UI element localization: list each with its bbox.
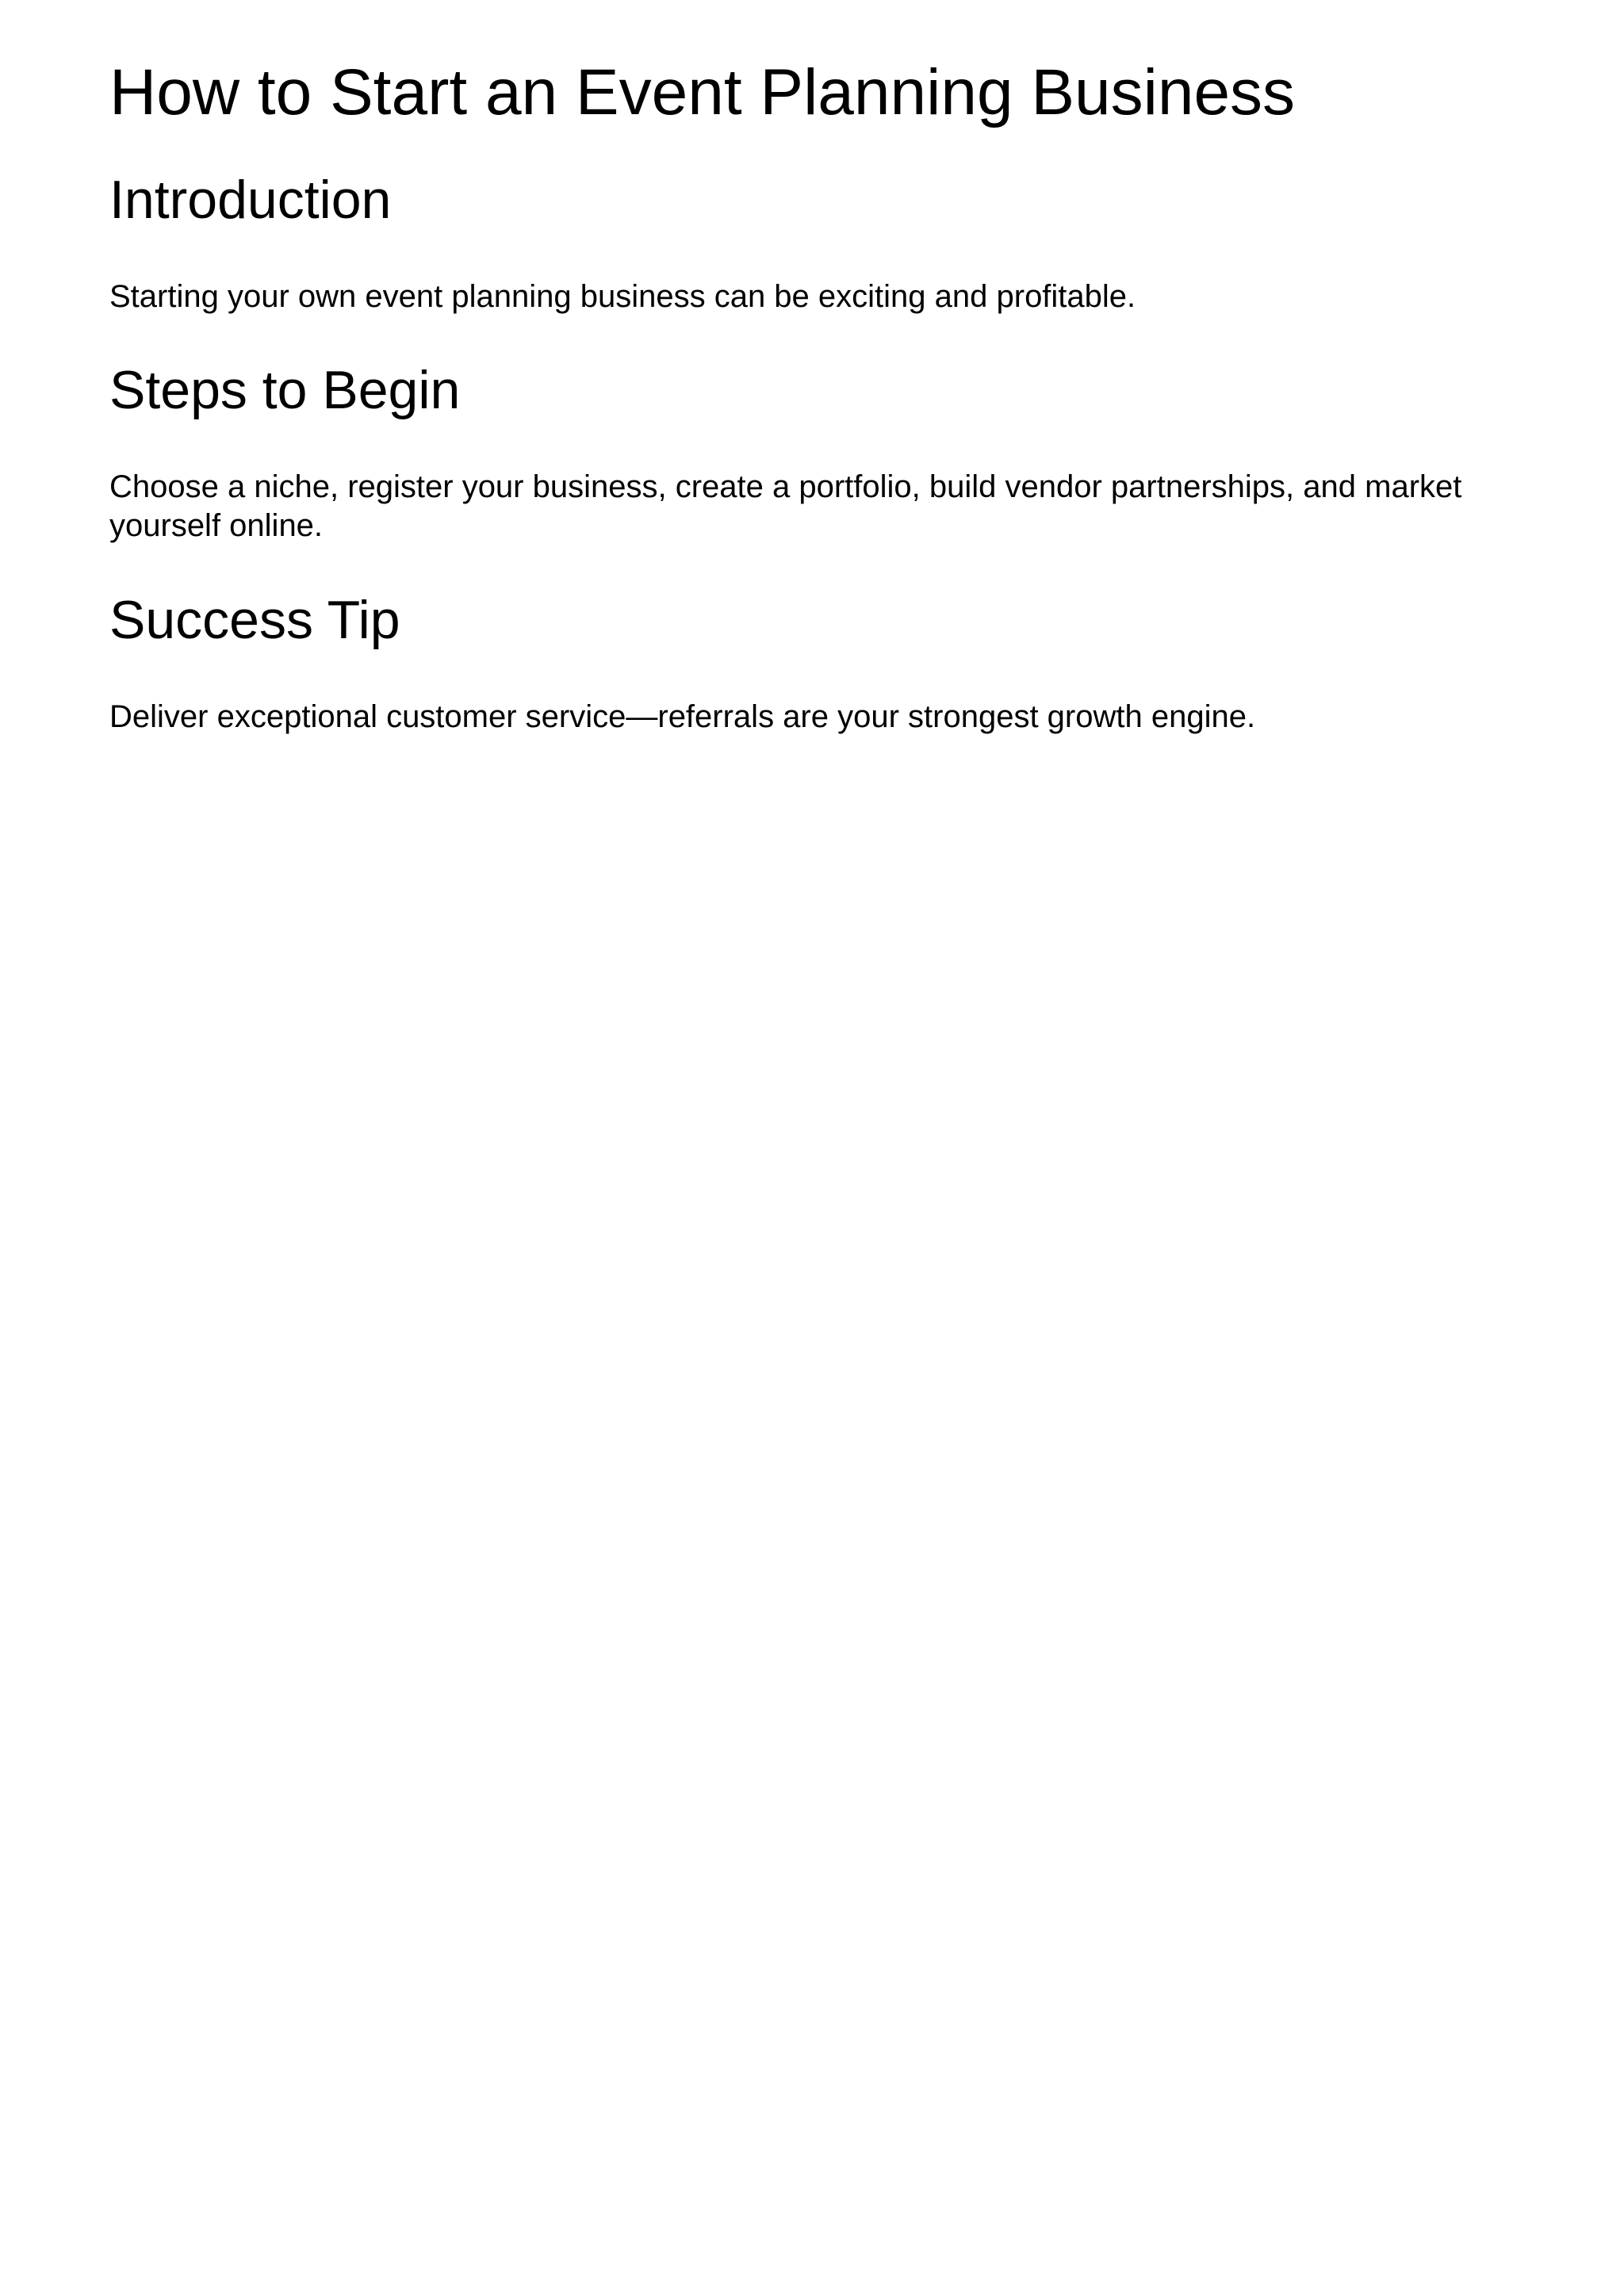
section-heading-introduction: Introduction — [109, 170, 392, 230]
section-heading-success-tip: Success Tip — [109, 590, 400, 650]
page-title: How to Start an Event Planning Business — [109, 56, 1296, 128]
section-text-introduction: Starting your own event planning business can be exciting and profitable. — [109, 279, 1136, 314]
section-heading-steps-to-begin: Steps to Begin — [109, 360, 461, 420]
section-text-steps-to-begin: Choose a niche, register your business, create a portfolio, build vendor partnerships, and market yourself online. — [109, 469, 1462, 543]
section-text-success-tip: Deliver exceptional customer service—referrals are your strongest growth engine. — [109, 699, 1256, 734]
